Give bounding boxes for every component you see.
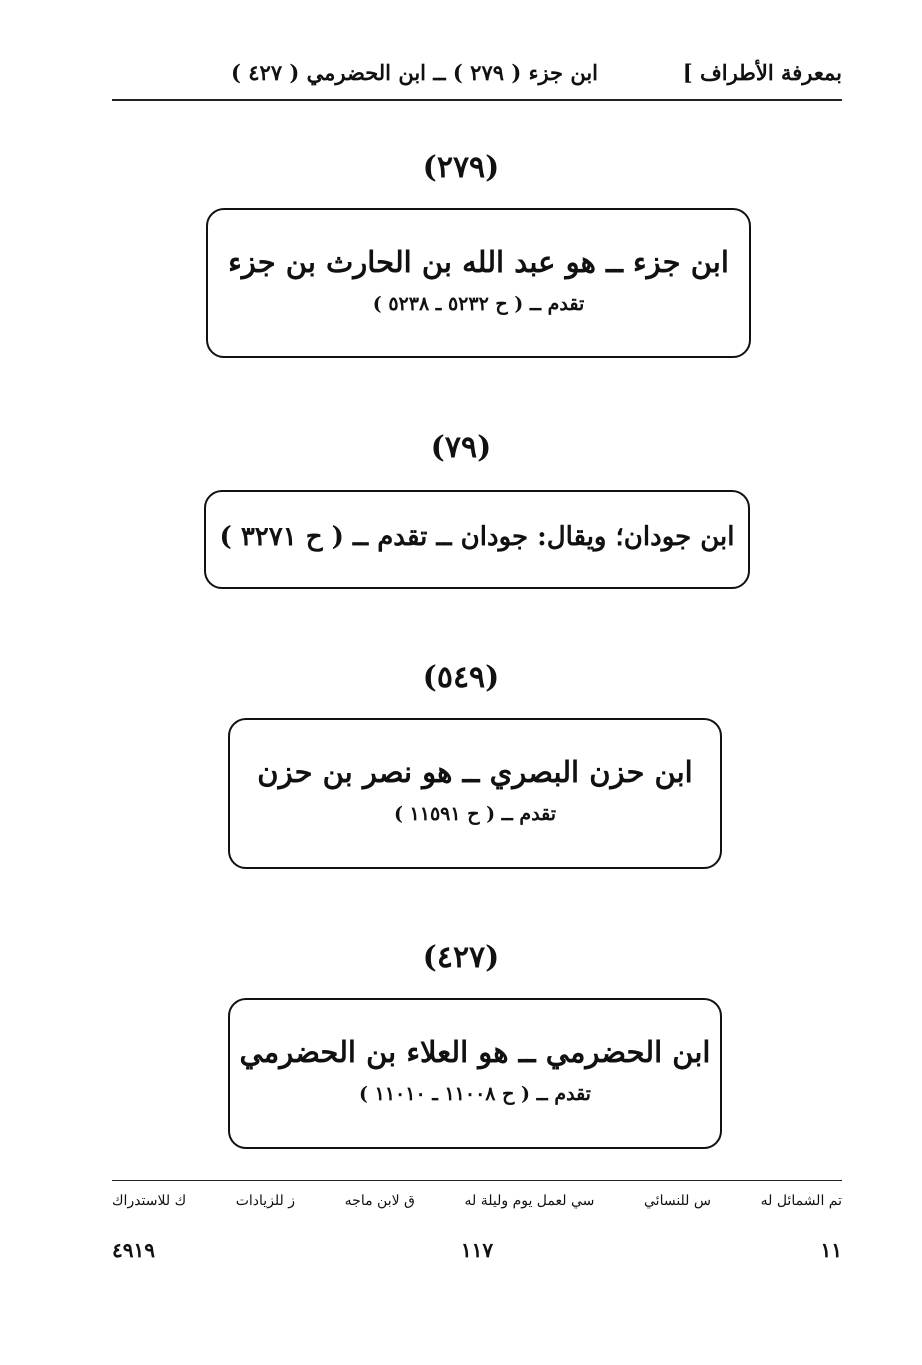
page-number: ١١٧ [460, 1238, 494, 1262]
entry-reference: تقدم ــ ( ح ٥٢٣٢ ـ ٥٢٣٨ ) [372, 292, 585, 315]
entry-main-text: ابن جودان؛ ويقال: جودان ــ تقدم ــ ( ح ٣٢٧١ ) [219, 522, 735, 552]
legend-item: ز للزيادات [235, 1193, 296, 1209]
entry-number: (٤٢٧) [422, 940, 500, 975]
entry-box [228, 718, 722, 869]
page-footer [112, 1238, 842, 1268]
entry-box [228, 998, 722, 1149]
entry-number: (٢٧٩) [422, 150, 500, 185]
entry-main-text: ابن جزء ــ هو عبد الله بن الحارث بن جزء [228, 245, 729, 279]
header-book-title: بمعرفة الأطراف ] [682, 60, 842, 85]
running-count: ٤٩١٩ [112, 1238, 155, 1262]
entry-reference: تقدم ــ ( ح ١١٥٩١ ) [393, 802, 557, 825]
header-entry-range: ابن جزء ( ٢٧٩ ) ــ ابن الحضرمي ( ٤٢٧ ) [231, 60, 598, 85]
legend-item: ك للاستدراك [112, 1193, 187, 1209]
legend-item: سي لعمل يوم وليلة له [464, 1193, 595, 1209]
entry-main-text: ابن الحضرمي ــ هو العلاء بن الحضرمي [239, 1035, 711, 1069]
entry-box [206, 208, 751, 358]
footer-divider [112, 1180, 842, 1181]
entry-number: (٧٩) [430, 430, 492, 465]
entry-reference: تقدم ــ ( ح ١١٠٠٨ ـ ١١٠١٠ ) [359, 1082, 591, 1105]
entry-box [204, 490, 750, 589]
legend-item: س للنسائي [644, 1193, 711, 1209]
entry-main-text: ابن حزن البصري ــ هو نصر بن حزن [257, 755, 693, 789]
entry-number: (٥٤٩) [422, 660, 500, 695]
running-header [112, 52, 842, 96]
legend-item: ق لابن ماجه [344, 1193, 415, 1209]
header-divider [112, 99, 842, 101]
abbreviation-legend [112, 1193, 842, 1209]
volume-number: ١١ [820, 1238, 842, 1262]
legend-item: تم الشمائل له [760, 1193, 842, 1209]
